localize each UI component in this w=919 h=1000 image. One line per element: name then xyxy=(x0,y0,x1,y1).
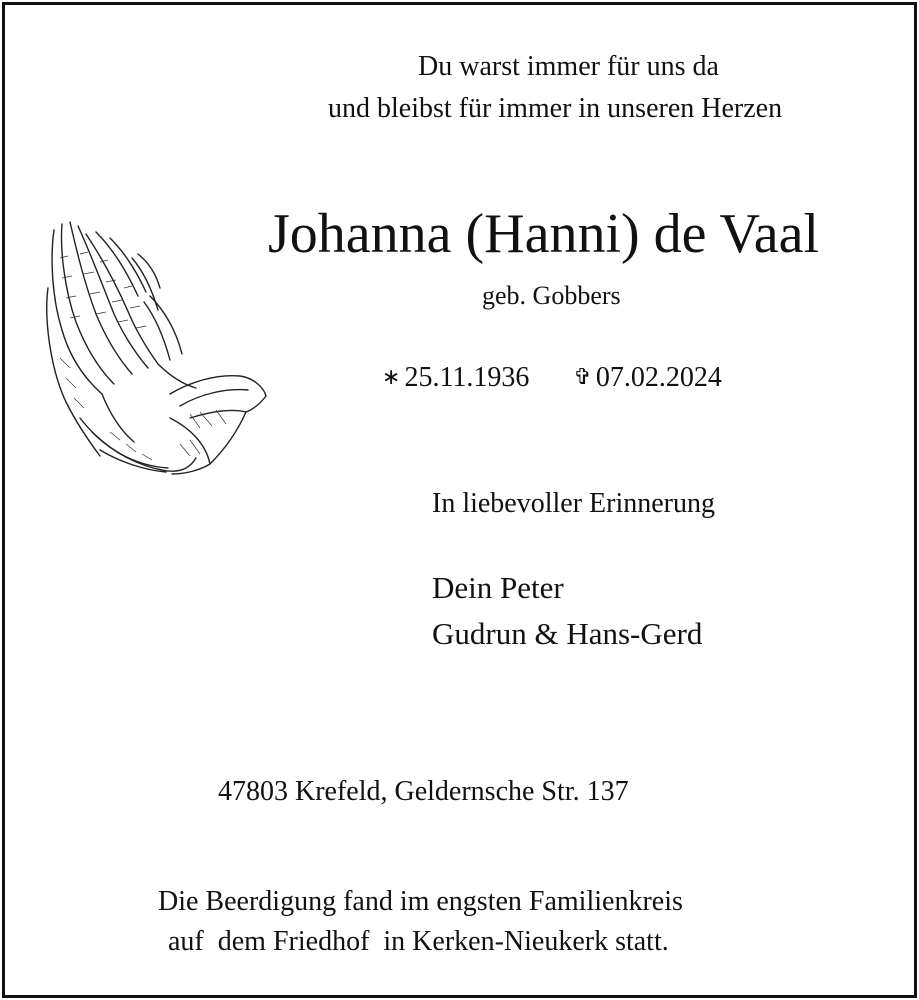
deceased-name: Johanna (Hanni) de Vaal xyxy=(268,203,820,265)
signatory-line-1: Dein Peter xyxy=(432,570,564,605)
motto-line-1: Du warst immer für uns da xyxy=(418,51,719,82)
death-date: 07.02.2024 xyxy=(595,362,722,393)
signatory-line-2: Gudrun & Hans-Gerd xyxy=(432,616,703,651)
burial-line-1: Die Beerdigung fand im engsten Familienkreis xyxy=(158,886,683,917)
address-line: 47803 Krefeld, Geldernsche Str. 137 xyxy=(218,776,629,807)
maiden-name: geb. Gobbers xyxy=(482,281,621,310)
remembrance-line: In liebevoller Erinnerung xyxy=(432,488,716,519)
birth-star-icon: ∗ xyxy=(382,365,401,390)
burial-line-2: auf dem Friedhof in Kerken-Nieukerk statt. xyxy=(168,926,669,957)
life-dates xyxy=(382,358,722,398)
death-cross-icon: ✞ xyxy=(573,365,592,390)
birth-date: 25.11.1936 xyxy=(404,362,530,393)
motto-line-2: und bleibst für immer in unseren Herzen xyxy=(328,93,783,124)
praying-hands-icon xyxy=(40,218,270,480)
